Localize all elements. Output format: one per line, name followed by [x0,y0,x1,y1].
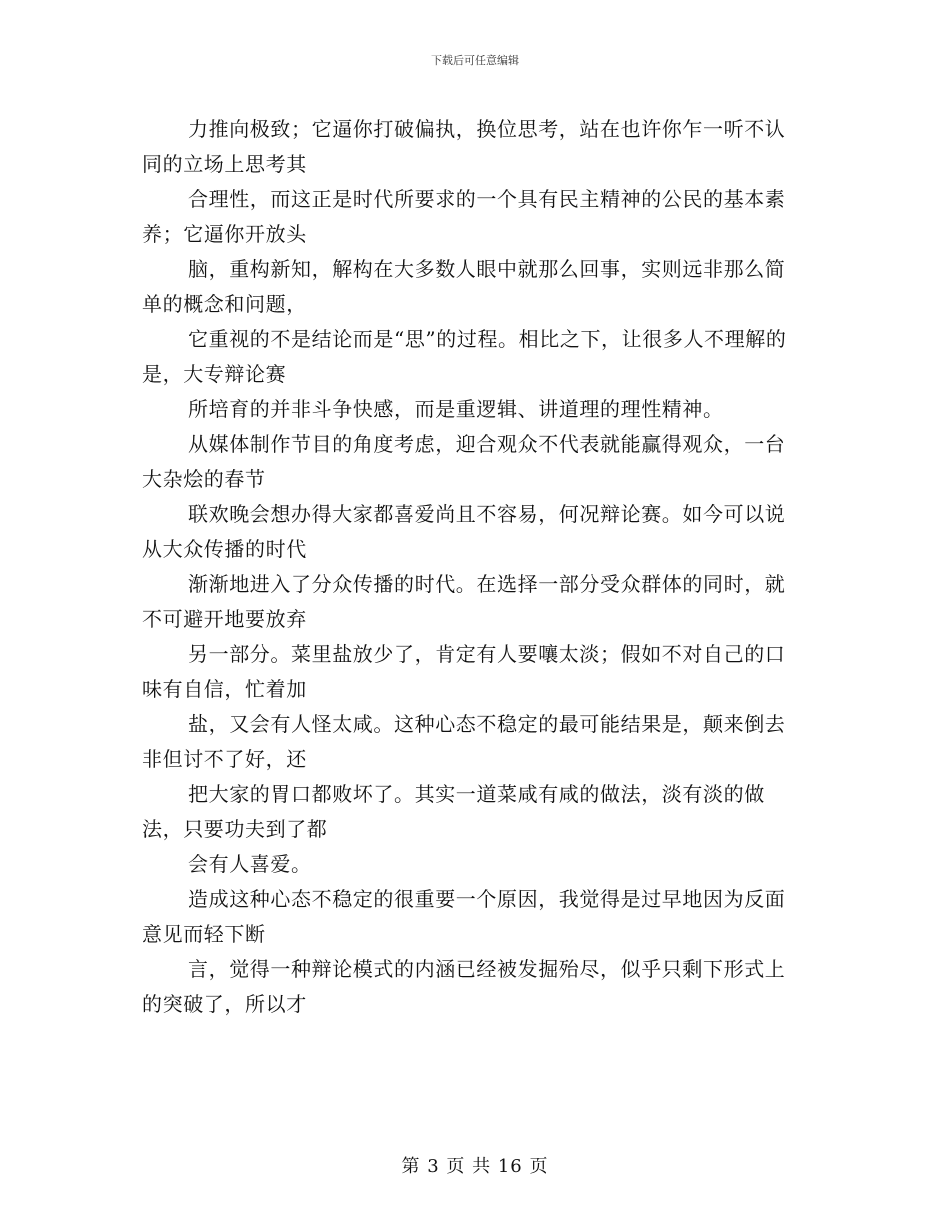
document-body [142,112,802,1022]
paragraph: 盐，又会有人怪太咸。这种心态不稳定的最可能结果是，颠来倒去非但讨不了好，还 [142,712,786,771]
paragraph: 它重视的不是结论而是“思”的过程。相比之下，让很多人不理解的是，大专辩论赛 [142,327,787,386]
paragraph: 言，觉得一种辩论模式的内涵已经被发掘殆尽，似乎只剩下形式上的突破了，所以才 [142,957,786,1016]
paragraph: 从媒体制作节目的角度考虑，迎合观众不代表就能赢得观众，一台大杂烩的春节 [142,432,786,491]
page-number: 第 3 页 共 16 页 [401,1156,549,1177]
paragraph: 力推向极致；它逼你打破偏执，换位思考，站在也许你乍一听不认同的立场上思考其 [142,117,786,176]
paragraph: 另一部分。菜里盐放少了，肯定有人要嚷太淡；假如不对自己的口味有自信，忙着加 [142,642,786,701]
paragraph: 联欢晚会想办得大家都喜爱尚且不容易，何况辩论赛。如今可以说从大众传播的时代 [142,502,786,561]
paragraph: 所培育的并非斗争快感，而是重逻辑、讲道理的理性精神。 [188,397,724,421]
paragraph: 会有人喜爱。 [188,852,312,876]
paragraph: 造成这种心态不稳定的很重要一个原因，我觉得是过早地因为反面意见而轻下断 [142,887,786,946]
paragraph: 渐渐地进入了分众传播的时代。在选择一部分受众群体的同时，就不可避开地要放弃 [142,572,786,631]
paragraph: 脑，重构新知，解构在大多数人眼中就那么回事，实则远非那么简单的概念和问题， [142,257,786,316]
page-header: 下载后可任意编辑 [431,54,519,67]
paragraph: 合理性，而这正是时代所要求的一个具有民主精神的公民的基本素养；它逼你开放头 [142,187,786,246]
paragraph: 把大家的胃口都败坏了。其实一道菜咸有咸的做法，淡有淡的做法，只要功夫到了都 [142,782,765,841]
